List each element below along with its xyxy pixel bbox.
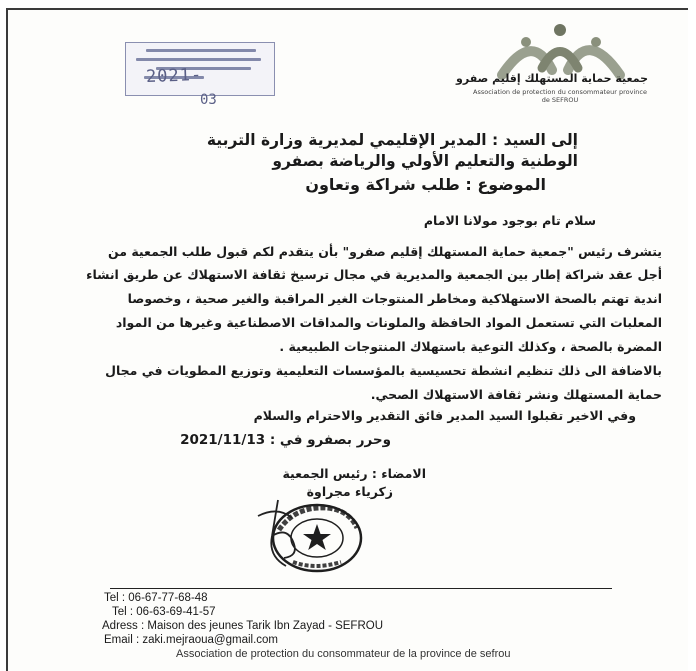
subject-line: الموضوع : طلب شراكة وتعاون: [305, 175, 546, 194]
body-line: بالاضافة الى ذلك تنظيم انشطة تحسيسية بالمؤسسات التعليمية وتوزيع المطويات في مجال: [105, 363, 662, 378]
body-line: اندية تهتم بالصحة الاستهلاكية ومخاطر المنتوجات الغير المراقبة والغير صحية ، وخصوصا: [127, 291, 662, 306]
body-line: المضرة بالصحة ، وكذلك التوعية باستهلاك المنتوجات الطبيعية .: [279, 339, 662, 354]
footer-divider: [110, 588, 612, 589]
place-date: [180, 432, 391, 448]
signature-title: الامضاء : رئيس الجمعية: [282, 466, 426, 481]
footer-tel-1: Tel : 06-67-77-68-48: [104, 592, 208, 604]
greeting: سلام تام بوجود مولانا الامام: [423, 213, 596, 228]
stamp-date: 2021-: [145, 65, 203, 87]
body-line: حماية المستهلك ونشر ثقافة الاستهلاك الصحي.: [370, 387, 662, 402]
association-logo: [456, 20, 648, 120]
signature-name: زكرياء مجراوة: [306, 484, 393, 499]
stamp-ref: 03: [200, 92, 217, 108]
letter-date: 2021/11/13: [180, 432, 266, 448]
addressee-line-1: إلى السيد : المدير الإقليمي لمديرية وزارة التربية: [206, 131, 578, 149]
footer-note: Association de protection du consommateur de la province de sefrou: [176, 648, 511, 660]
footer-tel-2: Tel : 06-63-69-41-57: [112, 606, 216, 618]
body-line: يتشرف رئيس "جمعية حماية المستهلك إقليم صفرو" بأن يتقدم لكم قبول طلب الجمعية من: [108, 244, 662, 259]
handwritten-signature: [248, 496, 328, 574]
footer-address: Adress : Maison des jeunes Tarik Ibn Zayad - SEFROU: [102, 620, 384, 632]
addressee: [207, 130, 578, 172]
body-line: أجل عقد شراكة إطار بين الجمعية والمديرية في مجال ترسيخ ثقافة الاستهلاك عن طريق انشاء: [86, 267, 662, 282]
place-date-label: وحرر بصفرو في :: [269, 432, 391, 448]
footer-email: Email : zaki.mejraoua@gmail.com: [104, 634, 279, 646]
addressee-line-2: الوطنية والتعليم الأولي والرياضة بصفرو: [272, 152, 578, 170]
closing-line: وفي الاخير تقبلوا السيد المدير فائق التقدير والاحترام والسلام: [253, 408, 636, 423]
association-name: جمعية حماية المستهلك إقليم صفرو: [456, 72, 648, 85]
association-subtitle: Association de protection du consommateur province de SEFROU: [473, 88, 647, 104]
body-line: المعلبات التي تستعمل المواد الحافظة والملونات والمداقات الاصطناعية وغيرها من المواد: [115, 315, 662, 330]
